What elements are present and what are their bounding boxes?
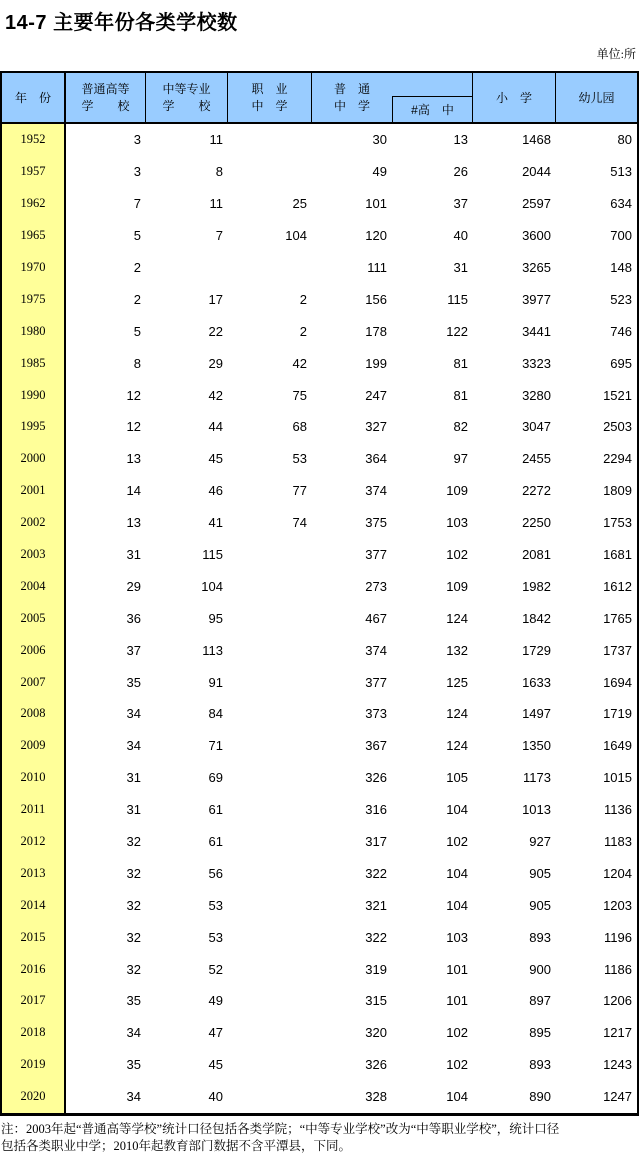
value-cell: 47 bbox=[208, 1025, 223, 1041]
value-cell: 178 bbox=[365, 323, 387, 339]
year-cell: 2019 bbox=[2, 1049, 66, 1081]
value-cell: 71 bbox=[208, 738, 223, 754]
year-cell: 2017 bbox=[2, 985, 66, 1017]
table-row bbox=[2, 539, 637, 571]
value-cell: 11 bbox=[209, 132, 223, 148]
value-cell: 12 bbox=[126, 387, 141, 403]
footnote-line-2: 包括各类职业中学；2010年起教育部门数据不含平潭县，下同。 bbox=[1, 1138, 352, 1153]
value-cell: 40 bbox=[453, 228, 468, 244]
col-header-secondary-specialized bbox=[146, 73, 228, 122]
value-cell: 11 bbox=[209, 196, 223, 212]
value-cell: 13 bbox=[126, 451, 141, 467]
value-cell: 5 bbox=[133, 228, 141, 244]
value-cell: 2 bbox=[299, 291, 307, 307]
value-cell: 2 bbox=[133, 291, 141, 307]
value-cell: 81 bbox=[453, 355, 468, 371]
value-cell: 8 bbox=[133, 355, 141, 371]
value-cell: 900 bbox=[529, 961, 551, 977]
value-cell: 1719 bbox=[603, 706, 632, 722]
value-cell: 95 bbox=[208, 610, 223, 626]
value-cell: 36 bbox=[126, 610, 141, 626]
year-cell: 1990 bbox=[2, 379, 66, 411]
value-cell: 14 bbox=[126, 483, 141, 499]
value-cell: 115 bbox=[447, 291, 468, 307]
value-cell: 377 bbox=[365, 674, 387, 690]
value-cell: 124 bbox=[446, 706, 468, 722]
value-cell: 49 bbox=[372, 164, 387, 180]
table-row bbox=[2, 283, 637, 315]
page bbox=[0, 6, 639, 1155]
value-cell: 1350 bbox=[522, 738, 551, 754]
value-cell: 1183 bbox=[604, 834, 632, 850]
value-cell: 700 bbox=[610, 228, 632, 244]
value-cell: 3600 bbox=[522, 228, 551, 244]
value-cell: 3977 bbox=[522, 291, 551, 307]
value-cell: 104 bbox=[201, 578, 223, 594]
value-cell: 1206 bbox=[603, 993, 632, 1009]
value-cell: 56 bbox=[208, 865, 223, 881]
value-cell: 367 bbox=[365, 738, 387, 754]
value-cell: 44 bbox=[208, 419, 223, 435]
col-header-line: 中 学 bbox=[251, 99, 288, 114]
value-cell: 322 bbox=[365, 865, 387, 881]
value-cell: 40 bbox=[208, 1089, 223, 1105]
value-cell: 41 bbox=[208, 515, 223, 531]
value-cell: 109 bbox=[446, 578, 468, 594]
value-cell: 111 bbox=[367, 260, 387, 275]
value-cell: 1497 bbox=[522, 706, 551, 722]
year-cell: 2009 bbox=[2, 730, 66, 762]
value-cell: 37 bbox=[126, 642, 141, 658]
year-cell: 2016 bbox=[2, 953, 66, 985]
value-cell: 61 bbox=[208, 802, 223, 818]
table-row bbox=[2, 411, 637, 443]
value-cell: 77 bbox=[292, 483, 307, 499]
schools-table bbox=[0, 71, 639, 1116]
col-header-line: 职 业 bbox=[251, 81, 288, 96]
value-cell: 1136 bbox=[604, 802, 632, 818]
value-cell: 467 bbox=[365, 610, 387, 626]
value-cell: 132 bbox=[446, 642, 468, 658]
value-cell: 22 bbox=[208, 323, 223, 339]
value-cell: 74 bbox=[292, 515, 307, 531]
value-cell: 31 bbox=[126, 547, 141, 563]
year-cell: 2008 bbox=[2, 698, 66, 730]
year-cell: 1970 bbox=[2, 252, 66, 284]
year-cell: 1995 bbox=[2, 411, 66, 443]
value-cell: 1204 bbox=[603, 865, 632, 881]
value-cell: 115 bbox=[202, 547, 223, 563]
col-header-line: 学 校 bbox=[162, 99, 211, 114]
value-cell: 3 bbox=[133, 164, 141, 180]
year-cell: 2003 bbox=[2, 539, 66, 571]
year-cell: 2000 bbox=[2, 443, 66, 475]
value-cell: 199 bbox=[365, 355, 387, 371]
table-row bbox=[2, 156, 637, 188]
value-cell: 156 bbox=[365, 291, 387, 307]
value-cell: 1681 bbox=[603, 547, 632, 563]
year-cell: 1957 bbox=[2, 156, 66, 188]
year-cell: 2007 bbox=[2, 666, 66, 698]
value-cell: 927 bbox=[529, 834, 551, 850]
col-header-higher-education bbox=[66, 73, 146, 122]
table-row bbox=[2, 252, 637, 284]
value-cell: 3280 bbox=[522, 387, 551, 403]
value-cell: 895 bbox=[529, 1025, 551, 1041]
col-header-line: 中等专业 bbox=[162, 81, 211, 96]
col-header-line: 普通高等 bbox=[81, 81, 130, 96]
year-cell: 1980 bbox=[2, 315, 66, 347]
value-cell: 1753 bbox=[603, 515, 632, 531]
footnote bbox=[1, 1121, 638, 1155]
value-cell: 1243 bbox=[603, 1057, 632, 1073]
value-cell: 1737 bbox=[603, 642, 632, 658]
value-cell: 890 bbox=[529, 1089, 551, 1105]
value-cell: 893 bbox=[529, 1057, 551, 1073]
value-cell: 1015 bbox=[603, 770, 632, 786]
table-row bbox=[2, 124, 637, 156]
value-cell: 3441 bbox=[522, 323, 551, 339]
page-title: 14-7 主要年份各类学校数 bbox=[5, 12, 238, 34]
value-cell: 68 bbox=[292, 419, 307, 435]
value-cell: 34 bbox=[126, 1025, 141, 1041]
value-cell: 2597 bbox=[522, 196, 551, 212]
value-cell: 46 bbox=[208, 483, 223, 499]
table-row bbox=[2, 857, 637, 889]
value-cell: 1649 bbox=[603, 738, 632, 754]
value-cell: 2044 bbox=[522, 164, 551, 180]
table-row bbox=[2, 698, 637, 730]
col-header-year: 年 份 bbox=[2, 73, 66, 122]
value-cell: 13 bbox=[453, 132, 468, 148]
value-cell: 104 bbox=[446, 865, 468, 881]
value-cell: 84 bbox=[208, 706, 223, 722]
value-cell: 102 bbox=[446, 1057, 468, 1073]
value-cell: 322 bbox=[365, 929, 387, 945]
value-cell: 32 bbox=[126, 865, 141, 881]
value-cell: 1521 bbox=[603, 387, 632, 403]
value-cell: 32 bbox=[126, 961, 141, 977]
table-row bbox=[2, 443, 637, 475]
year-cell: 1965 bbox=[2, 220, 66, 252]
value-cell: 82 bbox=[453, 419, 468, 435]
value-cell: 42 bbox=[208, 387, 223, 403]
unit-label: 单位:所 bbox=[596, 47, 636, 61]
value-cell: 31 bbox=[126, 802, 141, 818]
value-cell: 35 bbox=[126, 1057, 141, 1073]
value-cell: 374 bbox=[365, 483, 387, 499]
value-cell: 2294 bbox=[603, 451, 632, 467]
value-cell: 102 bbox=[446, 547, 468, 563]
value-cell: 317 bbox=[365, 834, 387, 850]
value-cell: 2503 bbox=[603, 419, 632, 435]
value-cell: 893 bbox=[529, 929, 551, 945]
value-cell: 326 bbox=[365, 770, 387, 786]
value-cell: 30 bbox=[372, 132, 387, 148]
year-cell: 2010 bbox=[2, 762, 66, 794]
value-cell: 29 bbox=[126, 578, 141, 594]
value-cell: 375 bbox=[365, 515, 387, 531]
value-cell: 1173 bbox=[523, 770, 551, 786]
value-cell: 45 bbox=[208, 1057, 223, 1073]
value-cell: 897 bbox=[529, 993, 551, 1009]
value-cell: 1809 bbox=[603, 483, 632, 499]
value-cell: 91 bbox=[208, 674, 223, 690]
value-cell: 34 bbox=[126, 1089, 141, 1105]
value-cell: 746 bbox=[610, 323, 632, 339]
value-cell: 315 bbox=[365, 993, 387, 1009]
value-cell: 2 bbox=[299, 323, 307, 339]
value-cell: 31 bbox=[453, 260, 468, 275]
col-header-senior-secondary-area bbox=[392, 73, 472, 122]
value-cell: 373 bbox=[365, 706, 387, 722]
value-cell: 7 bbox=[133, 196, 141, 212]
col-header-regular-secondary bbox=[312, 73, 392, 122]
col-header-kindergarten: 幼儿园 bbox=[578, 90, 615, 105]
value-cell: 109 bbox=[446, 483, 468, 499]
header-spacer bbox=[392, 73, 472, 96]
value-cell: 45 bbox=[208, 451, 223, 467]
value-cell: 326 bbox=[365, 1057, 387, 1073]
value-cell: 3323 bbox=[522, 355, 551, 371]
value-cell: 13 bbox=[126, 515, 141, 531]
value-cell: 1765 bbox=[603, 610, 632, 626]
year-cell: 1962 bbox=[2, 188, 66, 220]
table-row bbox=[2, 475, 637, 507]
year-cell: 2018 bbox=[2, 1017, 66, 1049]
value-cell: 320 bbox=[365, 1025, 387, 1041]
year-cell: 1975 bbox=[2, 283, 66, 315]
table-row bbox=[2, 730, 637, 762]
col-header-line: 学 校 bbox=[81, 99, 130, 114]
table-row bbox=[2, 634, 637, 666]
value-cell: 53 bbox=[292, 451, 307, 467]
value-cell: 69 bbox=[208, 770, 223, 786]
value-cell: 75 bbox=[292, 387, 307, 403]
value-cell: 113 bbox=[202, 642, 223, 658]
value-cell: 104 bbox=[446, 1089, 468, 1105]
value-cell: 319 bbox=[365, 961, 387, 977]
value-cell: 634 bbox=[610, 196, 632, 212]
table-row bbox=[2, 570, 637, 602]
value-cell: 8 bbox=[215, 164, 223, 180]
value-cell: 364 bbox=[365, 451, 387, 467]
value-cell: 1203 bbox=[603, 897, 632, 913]
value-cell: 124 bbox=[446, 610, 468, 626]
value-cell: 17 bbox=[208, 291, 223, 307]
value-cell: 35 bbox=[126, 993, 141, 1009]
table-row bbox=[2, 347, 637, 379]
value-cell: 34 bbox=[126, 738, 141, 754]
value-cell: 1633 bbox=[522, 674, 551, 690]
value-cell: 327 bbox=[365, 419, 387, 435]
year-cell: 2013 bbox=[2, 857, 66, 889]
value-cell: 328 bbox=[365, 1089, 387, 1105]
value-cell: 2 bbox=[133, 260, 141, 275]
value-cell: 3265 bbox=[522, 260, 551, 275]
footnote-line-1: 注：2003年起“普通高等学校”统计口径包括各类学院；“中等专业学校”改为“中等职业学校”，统计口径 bbox=[1, 1121, 560, 1136]
table-row bbox=[2, 1017, 637, 1049]
value-cell: 101 bbox=[446, 961, 468, 977]
table-row bbox=[2, 794, 637, 826]
table-row bbox=[2, 602, 637, 634]
col-header-primary: 小 学 bbox=[473, 73, 556, 122]
value-cell: 37 bbox=[453, 196, 468, 212]
value-cell: 52 bbox=[208, 961, 223, 977]
value-cell: 104 bbox=[285, 228, 307, 244]
value-cell: 1186 bbox=[604, 961, 632, 977]
year-cell: 1985 bbox=[2, 347, 66, 379]
table-row bbox=[2, 985, 637, 1017]
value-cell: 29 bbox=[208, 355, 223, 371]
value-cell: 26 bbox=[453, 164, 468, 180]
value-cell: 1612 bbox=[603, 578, 632, 594]
value-cell: 2081 bbox=[522, 547, 551, 563]
year-cell: 2002 bbox=[2, 507, 66, 539]
value-cell: 513 bbox=[610, 164, 632, 180]
value-cell: 124 bbox=[446, 738, 468, 754]
value-cell: 34 bbox=[126, 706, 141, 722]
value-cell: 2272 bbox=[522, 483, 551, 499]
value-cell: 102 bbox=[446, 1025, 468, 1041]
value-cell: 105 bbox=[446, 770, 468, 786]
col-header-line: 中 学 bbox=[333, 99, 370, 114]
value-cell: 148 bbox=[610, 260, 632, 275]
table-row bbox=[2, 315, 637, 347]
year-cell: 2015 bbox=[2, 921, 66, 953]
col-header-regular-secondary-group bbox=[312, 73, 473, 122]
table-row bbox=[2, 921, 637, 953]
value-cell: 61 bbox=[208, 834, 223, 850]
col-header-line: 普 通 bbox=[333, 81, 370, 96]
value-cell: 120 bbox=[365, 228, 387, 244]
value-cell: 1196 bbox=[604, 929, 632, 945]
value-cell: 102 bbox=[446, 834, 468, 850]
value-cell: 80 bbox=[617, 132, 632, 148]
value-cell: 247 bbox=[365, 387, 387, 403]
table-row bbox=[2, 666, 637, 698]
value-cell: 104 bbox=[446, 802, 468, 818]
value-cell: 1842 bbox=[522, 610, 551, 626]
value-cell: 101 bbox=[365, 196, 387, 212]
value-cell: 12 bbox=[126, 419, 141, 435]
value-cell: 101 bbox=[446, 993, 468, 1009]
value-cell: 7 bbox=[215, 228, 223, 244]
value-cell: 1729 bbox=[522, 642, 551, 658]
col-header-senior-secondary: #高 中 bbox=[392, 96, 472, 122]
value-cell: 32 bbox=[126, 929, 141, 945]
value-cell: 31 bbox=[126, 770, 141, 786]
year-cell: 2006 bbox=[2, 634, 66, 666]
year-cell: 2012 bbox=[2, 826, 66, 858]
value-cell: 1217 bbox=[603, 1025, 632, 1041]
value-cell: 377 bbox=[365, 547, 387, 563]
table-row bbox=[2, 953, 637, 985]
table-body bbox=[2, 124, 637, 1113]
value-cell: 49 bbox=[208, 993, 223, 1009]
value-cell: 103 bbox=[446, 515, 468, 531]
value-cell: 32 bbox=[126, 897, 141, 913]
value-cell: 1468 bbox=[522, 132, 551, 148]
value-cell: 374 bbox=[365, 642, 387, 658]
value-cell: 2455 bbox=[522, 451, 551, 467]
value-cell: 104 bbox=[446, 897, 468, 913]
year-cell: 2014 bbox=[2, 889, 66, 921]
value-cell: 2250 bbox=[522, 515, 551, 531]
value-cell: 3047 bbox=[522, 419, 551, 435]
value-cell: 316 bbox=[365, 802, 387, 818]
table-row bbox=[2, 826, 637, 858]
value-cell: 42 bbox=[292, 355, 307, 371]
table-row bbox=[2, 188, 637, 220]
year-cell: 2005 bbox=[2, 602, 66, 634]
value-cell: 905 bbox=[529, 897, 551, 913]
table-row bbox=[2, 1081, 637, 1113]
value-cell: 273 bbox=[365, 578, 387, 594]
value-cell: 3 bbox=[133, 132, 141, 148]
value-cell: 53 bbox=[208, 897, 223, 913]
value-cell: 321 bbox=[365, 897, 387, 913]
value-cell: 97 bbox=[453, 451, 468, 467]
value-cell: 1694 bbox=[603, 674, 632, 690]
table-row bbox=[2, 1049, 637, 1081]
year-cell: 2011 bbox=[2, 794, 66, 826]
value-cell: 1982 bbox=[522, 578, 551, 594]
value-cell: 103 bbox=[446, 929, 468, 945]
value-cell: 1013 bbox=[522, 802, 551, 818]
year-cell: 1952 bbox=[2, 124, 66, 156]
year-cell: 2001 bbox=[2, 475, 66, 507]
col-header-vocational-secondary bbox=[228, 73, 312, 122]
value-cell: 32 bbox=[126, 834, 141, 850]
value-cell: 5 bbox=[133, 323, 141, 339]
value-cell: 905 bbox=[529, 865, 551, 881]
value-cell: 695 bbox=[610, 355, 632, 371]
value-cell: 35 bbox=[126, 674, 141, 690]
value-cell: 1247 bbox=[603, 1089, 632, 1105]
value-cell: 53 bbox=[208, 929, 223, 945]
value-cell: 81 bbox=[453, 387, 468, 403]
year-cell: 2004 bbox=[2, 570, 66, 602]
value-cell: 125 bbox=[446, 674, 468, 690]
table-row bbox=[2, 762, 637, 794]
value-cell: 523 bbox=[610, 291, 632, 307]
table-row bbox=[2, 507, 637, 539]
year-cell: 2020 bbox=[2, 1081, 66, 1113]
table-row bbox=[2, 379, 637, 411]
table-row bbox=[2, 889, 637, 921]
value-cell: 122 bbox=[446, 323, 468, 339]
table-row bbox=[2, 220, 637, 252]
table-header bbox=[2, 73, 637, 124]
value-cell: 25 bbox=[292, 196, 307, 212]
